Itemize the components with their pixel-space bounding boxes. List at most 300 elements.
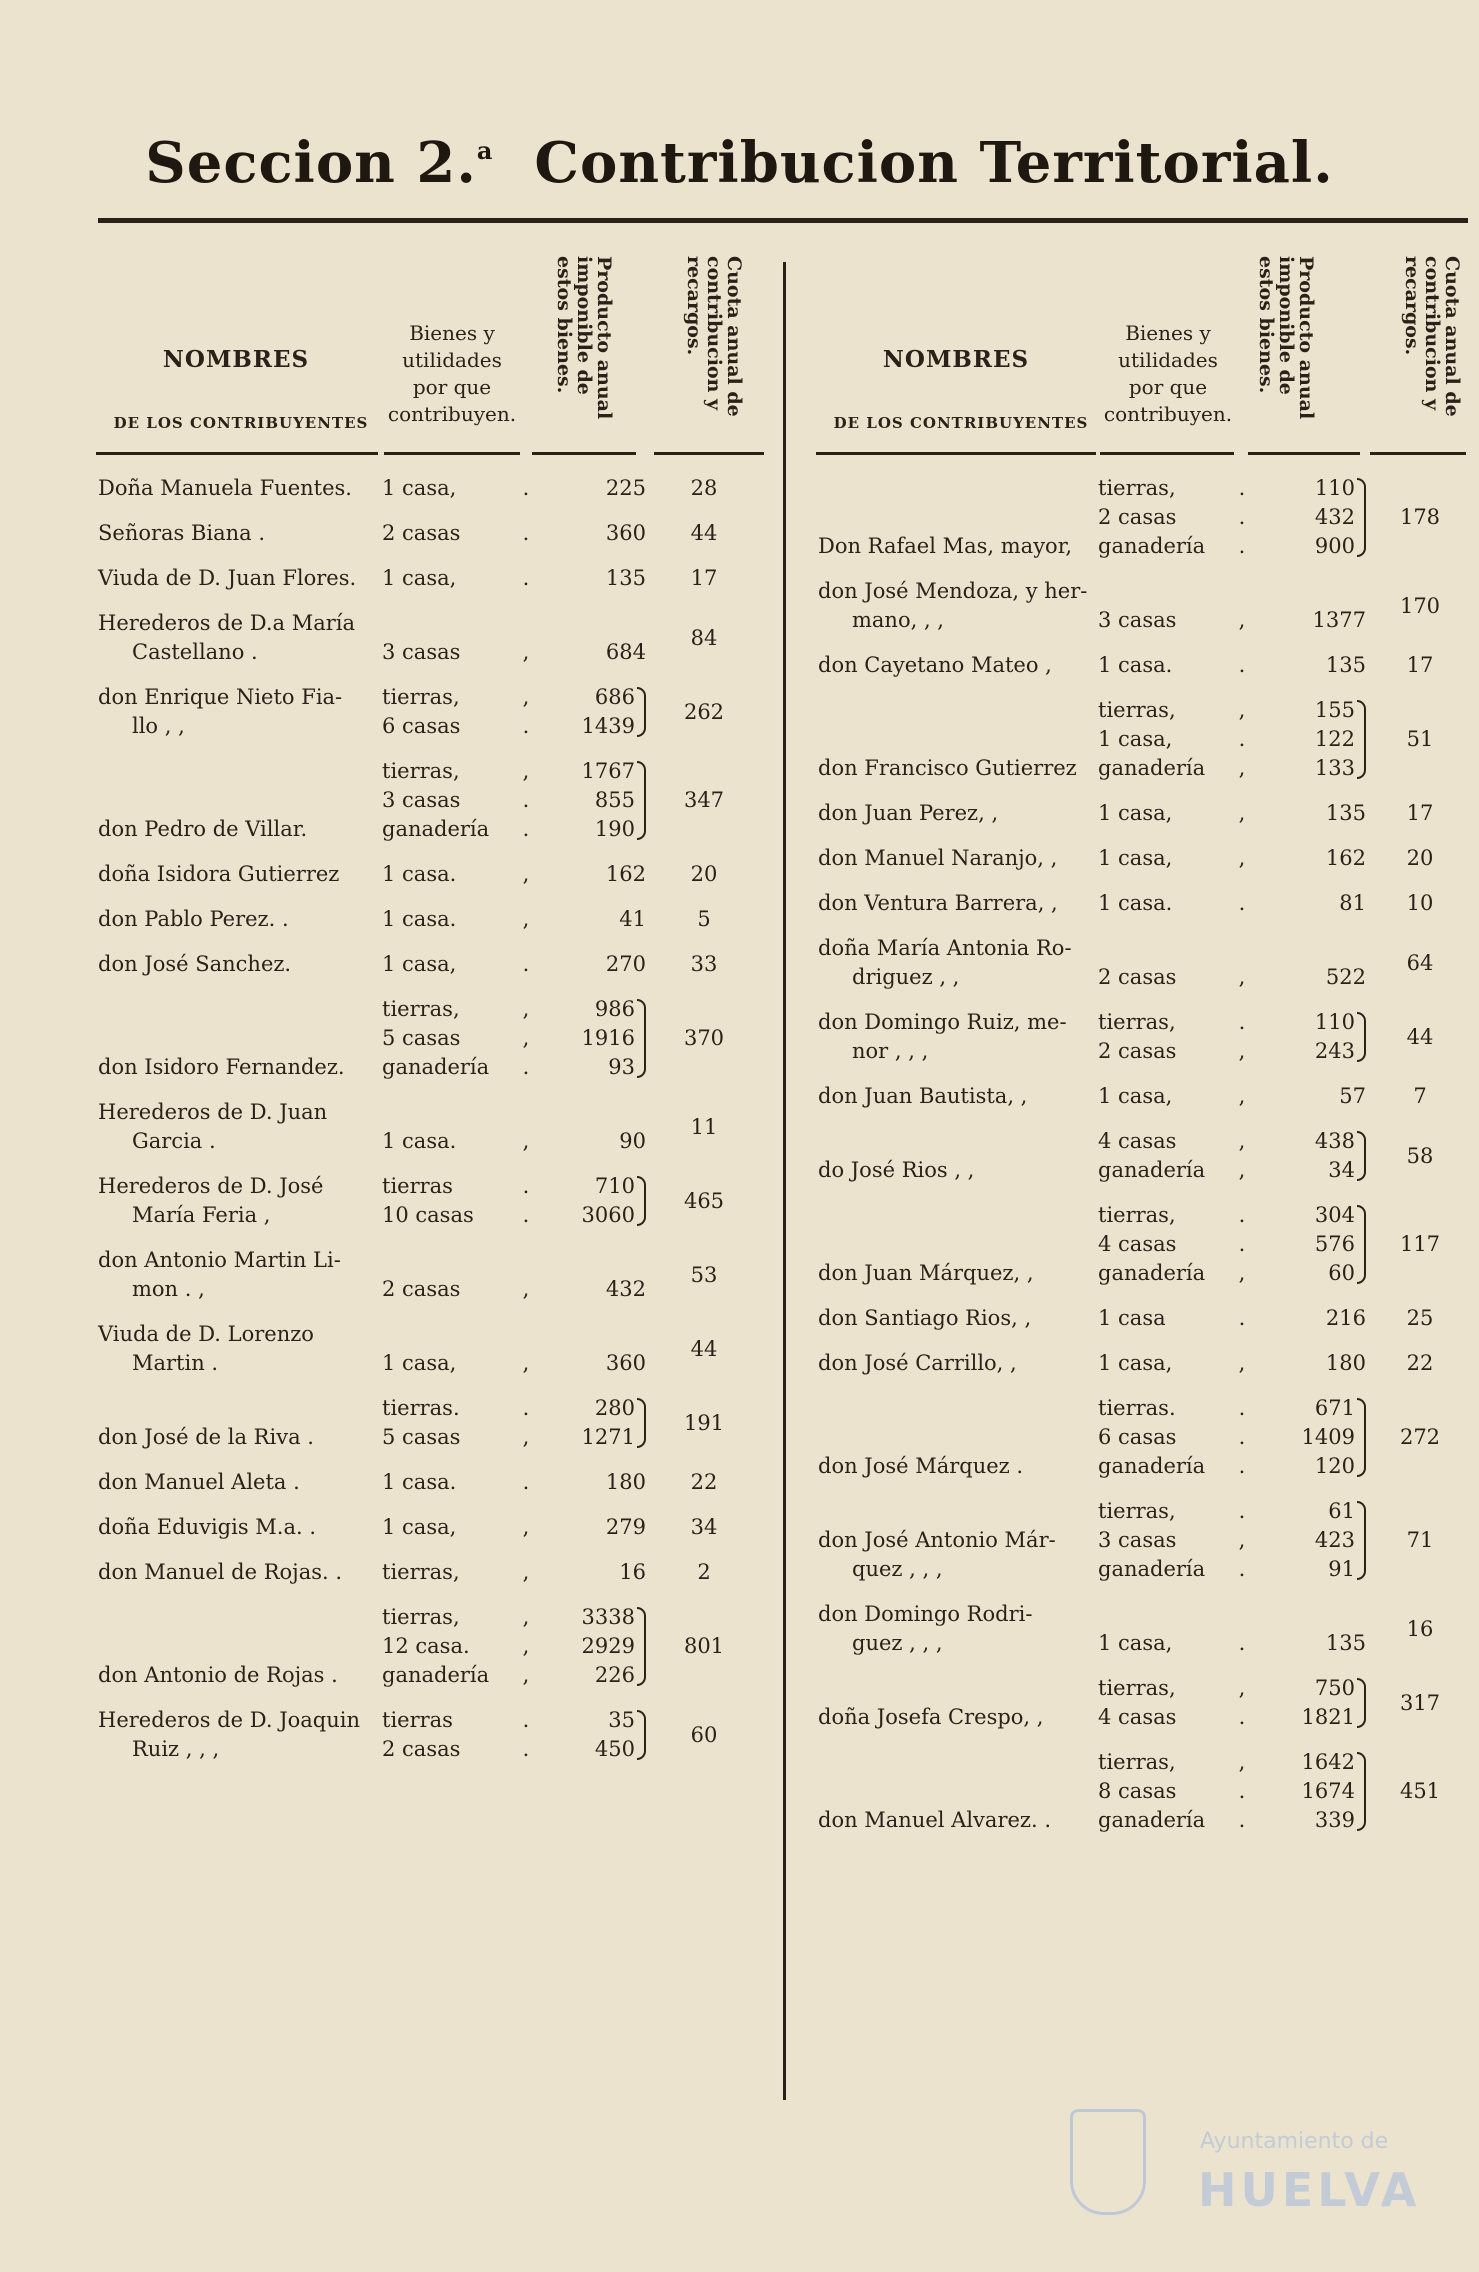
table-row	[96, 1320, 766, 1378]
property-list	[378, 474, 546, 503]
property-label: tierras	[382, 1708, 453, 1732]
value-stack	[1264, 1201, 1355, 1288]
property-item	[378, 786, 546, 815]
table-row	[816, 1008, 1466, 1066]
property-punct: ,	[522, 862, 530, 886]
cuota-value: 801	[683, 1634, 725, 1658]
producto-value: 60	[1328, 1261, 1355, 1285]
property-list	[378, 1127, 546, 1156]
value-bracket	[546, 1706, 646, 1764]
property-list	[378, 950, 546, 979]
property-list	[378, 1706, 546, 1764]
producto-value: 304	[1314, 1203, 1355, 1227]
property-label: 1 casa,	[1098, 727, 1173, 751]
table-row	[816, 799, 1466, 828]
property-item	[1094, 963, 1264, 992]
cuota-value: 17	[690, 566, 718, 590]
property-list	[1094, 474, 1264, 561]
header-bienes: Bienes y utilidades por que contribuyen.	[387, 321, 517, 426]
value-bracket	[1264, 1394, 1366, 1481]
name-line: María Feria ,	[132, 1203, 271, 1227]
header-nombres: NOMBRES	[882, 346, 1030, 373]
property-list	[1094, 844, 1264, 873]
property-label: tierras,	[1098, 1203, 1176, 1227]
producto-values	[546, 1275, 654, 1304]
cuota-value: 84	[690, 625, 718, 650]
property-item	[378, 860, 546, 889]
name-line: mon . ,	[132, 1277, 205, 1301]
property-label: ganadería	[1098, 1557, 1206, 1581]
property-label: 1 casa,	[1098, 801, 1173, 825]
table-row	[96, 519, 766, 548]
property-label: 5 casas	[382, 1026, 461, 1050]
property-list	[1094, 1748, 1264, 1835]
cuota-value: 60	[690, 1722, 718, 1747]
property-item	[1094, 1082, 1264, 1111]
contributor-name	[96, 1513, 378, 1542]
producto-value: 576	[1314, 1232, 1355, 1256]
property-punct: .	[522, 1737, 530, 1761]
property-list	[378, 1603, 546, 1690]
table-row	[96, 1246, 766, 1304]
property-item	[1094, 1201, 1264, 1230]
value-bracket	[1264, 1127, 1366, 1185]
table-row	[816, 1201, 1466, 1288]
producto-value: 216	[1325, 1306, 1366, 1330]
brace-mark	[637, 1398, 646, 1448]
property-label: 1 casa,	[1098, 1351, 1173, 1375]
producto-value: 34	[1328, 1158, 1355, 1182]
property-label: 12 casa.	[382, 1634, 470, 1658]
producto-values	[546, 1172, 654, 1230]
property-punct: .	[1238, 476, 1246, 500]
name-line: don Antonio de Rojas .	[98, 1663, 338, 1687]
property-punct: ,	[1238, 1158, 1246, 1182]
property-label: 6 casas	[382, 714, 461, 738]
column-divider	[783, 262, 786, 2100]
producto-values	[1264, 1008, 1374, 1066]
value-bracket	[546, 683, 646, 741]
producto-value: 2929	[581, 1634, 635, 1658]
table-row	[816, 1674, 1466, 1732]
cuota-value: 317	[1399, 1690, 1441, 1715]
property-punct: ,	[522, 1277, 530, 1301]
name-line: Viuda de D. Juan Flores.	[98, 566, 357, 590]
contributor-name	[96, 1706, 378, 1764]
producto-value: 41	[619, 907, 646, 931]
property-list	[1094, 889, 1264, 918]
property-punct: .	[1238, 1306, 1246, 1330]
producto-value: 180	[1325, 1351, 1366, 1375]
property-label: 2 casas	[1098, 965, 1177, 989]
property-item	[1094, 1703, 1264, 1732]
property-label: 1 casa,	[1098, 846, 1173, 870]
property-list	[1094, 1201, 1264, 1288]
property-item	[1094, 1230, 1264, 1259]
property-item	[378, 1603, 546, 1632]
property-punct: .	[522, 714, 530, 738]
name-line: Don Rafael Mas, mayor,	[818, 534, 1073, 558]
contributor-name	[96, 1661, 378, 1690]
property-list	[378, 1468, 546, 1497]
property-list	[378, 564, 546, 593]
producto-values	[546, 757, 654, 844]
cuota-value: 5	[697, 907, 711, 931]
left-entries	[96, 474, 766, 1780]
contributor-name	[816, 651, 1094, 680]
cuota-value: 11	[690, 1114, 718, 1139]
producto-value: 432	[605, 1277, 646, 1301]
property-list	[1094, 799, 1264, 828]
property-label: tierras,	[1098, 1676, 1176, 1700]
table-row	[96, 950, 766, 979]
property-label: tierras,	[382, 1605, 460, 1629]
value-bracket	[546, 1172, 646, 1230]
contributor-name	[96, 950, 378, 979]
property-list	[1094, 1349, 1264, 1378]
property-list	[1094, 1629, 1264, 1658]
header-nombres: NOMBRES	[162, 346, 310, 373]
cuota-value: 22	[690, 1470, 718, 1494]
producto-values	[1264, 1629, 1374, 1658]
contributor-name	[816, 934, 1094, 992]
property-item	[1094, 1156, 1264, 1185]
property-item	[378, 712, 546, 741]
contributor-name	[96, 905, 378, 934]
table-row	[96, 1394, 766, 1452]
property-punct: .	[1238, 891, 1246, 915]
property-item	[378, 519, 546, 548]
brace-mark	[637, 1710, 646, 1760]
property-punct: .	[1238, 505, 1246, 529]
value-bracket	[546, 995, 646, 1082]
producto-value: 1642	[1301, 1750, 1355, 1774]
producto-values	[546, 950, 654, 979]
table-row	[816, 651, 1466, 680]
table-row	[816, 934, 1466, 992]
name-line: driguez , ,	[852, 965, 960, 989]
property-list	[1094, 1674, 1264, 1732]
property-punct: ,	[522, 907, 530, 931]
property-item	[378, 1127, 546, 1156]
producto-value: 135	[1325, 653, 1366, 677]
name-line: Castellano .	[132, 640, 258, 664]
property-item	[378, 683, 546, 712]
property-label: 10 casas	[382, 1203, 474, 1227]
table-row	[96, 995, 766, 1082]
producto-value: 522	[1325, 965, 1366, 989]
property-item	[1094, 1497, 1264, 1526]
property-label: ganadería	[1098, 756, 1206, 780]
property-item	[378, 1394, 546, 1423]
name-line: don José Antonio Már-	[818, 1528, 1056, 1552]
value-stack	[546, 995, 635, 1082]
name-line: don José Márquez .	[818, 1454, 1024, 1478]
cuota-value: 64	[1406, 950, 1434, 975]
property-label: tierras,	[382, 759, 460, 783]
producto-value: 61	[1328, 1499, 1355, 1523]
producto-values	[1264, 1201, 1374, 1288]
property-punct: .	[522, 521, 530, 545]
property-punct: ,	[1238, 1039, 1246, 1063]
property-punct: .	[522, 1203, 530, 1227]
cuota-value: 44	[690, 521, 718, 545]
name-line: doña Eduvigis M.a. .	[98, 1515, 317, 1539]
cuota-value: 191	[683, 1410, 725, 1435]
contributor-name	[96, 1558, 378, 1587]
producto-value: 339	[1314, 1808, 1355, 1832]
producto-values	[1264, 889, 1374, 918]
producto-value: 438	[1314, 1129, 1355, 1153]
name-line: doña María Antonia Ro-	[818, 936, 1072, 960]
table-row	[96, 860, 766, 889]
property-label: 4 casas	[1098, 1129, 1177, 1153]
property-label: tierras,	[1098, 476, 1176, 500]
property-item	[378, 1349, 546, 1378]
property-punct: ,	[1238, 1676, 1246, 1700]
property-label: 1 casa.	[1098, 653, 1173, 677]
table-row	[96, 1706, 766, 1764]
property-item	[378, 1468, 546, 1497]
table-row	[96, 1603, 766, 1690]
property-punct: .	[522, 476, 530, 500]
brace-mark	[637, 999, 646, 1078]
property-label: tierras,	[382, 1560, 460, 1584]
property-punct: .	[522, 1396, 530, 1420]
table-row	[816, 474, 1466, 561]
property-item	[1094, 606, 1264, 635]
contributor-name	[816, 1703, 1094, 1732]
property-list	[1094, 1008, 1264, 1066]
cuota-value: 370	[683, 1026, 725, 1050]
property-item	[378, 474, 546, 503]
table-row	[96, 1513, 766, 1542]
producto-values	[1264, 606, 1374, 635]
producto-value: 710	[594, 1174, 635, 1198]
property-label: tierras,	[382, 685, 460, 709]
property-punct: ,	[1238, 1129, 1246, 1153]
cuota-value: 17	[1406, 653, 1434, 677]
property-list	[378, 995, 546, 1082]
producto-value: 450	[594, 1737, 635, 1761]
name-line: Viuda de D. Lorenzo	[98, 1322, 314, 1346]
property-list	[378, 1558, 546, 1587]
property-punct: .	[522, 817, 530, 841]
contributor-name	[816, 844, 1094, 873]
cuota-value: 451	[1399, 1779, 1441, 1803]
name-line: don Manuel Naranjo, ,	[818, 846, 1058, 870]
property-label: 1 casa	[1098, 1306, 1166, 1330]
property-list	[1094, 1497, 1264, 1584]
producto-values	[546, 905, 654, 934]
name-line: don José Carrillo, ,	[818, 1351, 1017, 1375]
producto-values	[1264, 1127, 1374, 1185]
property-item	[1094, 844, 1264, 873]
property-punct: ,	[1238, 846, 1246, 870]
property-label: 2 casas	[382, 1737, 461, 1761]
property-label: ganadería	[1098, 1454, 1206, 1478]
contributor-name	[96, 815, 378, 844]
property-punct: .	[1238, 1425, 1246, 1449]
name-line: doña Isidora Gutierrez	[98, 862, 340, 886]
property-punct: .	[522, 1055, 530, 1079]
producto-value: 226	[594, 1663, 635, 1687]
value-bracket	[546, 1394, 646, 1452]
producto-value: 93	[608, 1055, 635, 1079]
property-punct: ,	[522, 1425, 530, 1449]
header-producto: Producto anual imponible de estos bienes.	[553, 256, 615, 420]
property-list	[378, 638, 546, 667]
property-item	[1094, 725, 1264, 754]
property-punct: ,	[522, 1515, 530, 1539]
producto-value: 133	[1314, 756, 1355, 780]
value-stack	[1264, 1497, 1355, 1584]
property-item	[378, 638, 546, 667]
producto-value: 243	[1314, 1039, 1355, 1063]
producto-values	[546, 1558, 654, 1587]
producto-value: 360	[605, 521, 646, 545]
property-item	[1094, 1304, 1264, 1333]
brace-mark	[1357, 1678, 1366, 1728]
property-punct: .	[1238, 1808, 1246, 1832]
cuota-value: 44	[690, 1336, 718, 1361]
property-label: 3 casas	[382, 788, 461, 812]
property-punct: .	[1238, 1705, 1246, 1729]
producto-value: 1377	[1312, 608, 1366, 632]
name-line: don Cayetano Mateo ,	[818, 653, 1052, 677]
property-punct: ,	[522, 1129, 530, 1153]
property-punct: ,	[1238, 1750, 1246, 1774]
producto-value: 432	[1314, 505, 1355, 529]
table-row	[96, 1172, 766, 1230]
property-item	[1094, 754, 1264, 783]
name-line: Doña Manuela Fuentes.	[98, 476, 352, 500]
brace-mark	[1357, 1012, 1366, 1062]
property-punct: .	[522, 1174, 530, 1198]
property-punct: .	[1238, 727, 1246, 751]
property-label: tierras,	[1098, 1750, 1176, 1774]
contributor-name	[96, 609, 378, 667]
property-item	[1094, 1423, 1264, 1452]
property-list	[378, 860, 546, 889]
property-punct: ,	[522, 1026, 530, 1050]
property-item	[1094, 532, 1264, 561]
contributor-name	[816, 1349, 1094, 1378]
table-row	[816, 1349, 1466, 1378]
name-line: quez , , ,	[852, 1557, 943, 1581]
contributor-name	[816, 1526, 1094, 1584]
property-punct: .	[1238, 534, 1246, 558]
property-punct: .	[522, 1708, 530, 1732]
producto-value: 3338	[581, 1605, 635, 1629]
property-punct: ,	[1238, 756, 1246, 780]
property-punct: ,	[1238, 1261, 1246, 1285]
property-label: 1 casa,	[382, 1515, 457, 1539]
table-row	[816, 696, 1466, 783]
cuota-value: 10	[1406, 891, 1434, 915]
name-line: don Antonio Martin Li-	[98, 1248, 341, 1272]
name-line: don José de la Riva .	[98, 1425, 314, 1449]
producto-values	[546, 1127, 654, 1156]
producto-value: 90	[619, 1129, 646, 1153]
value-stack	[546, 1172, 635, 1230]
property-item	[378, 564, 546, 593]
property-punct: .	[522, 1470, 530, 1494]
property-list	[1094, 963, 1264, 992]
property-label: 1 casa.	[382, 1129, 457, 1153]
name-line: don Pablo Perez. .	[98, 907, 289, 931]
property-item	[1094, 696, 1264, 725]
value-stack	[1264, 696, 1355, 783]
property-list	[378, 1172, 546, 1230]
cuota-value: 22	[1406, 1351, 1434, 1375]
property-item	[1094, 1259, 1264, 1288]
property-punct: .	[1238, 1232, 1246, 1256]
value-stack	[546, 1603, 635, 1690]
table-row	[816, 1304, 1466, 1333]
value-bracket	[1264, 1008, 1366, 1066]
property-item	[1094, 1674, 1264, 1703]
producto-value: 110	[1314, 1010, 1355, 1034]
property-item	[378, 950, 546, 979]
table-row	[96, 683, 766, 741]
producto-value: 750	[1314, 1676, 1355, 1700]
property-list	[1094, 1394, 1264, 1481]
producto-value: 986	[594, 997, 635, 1021]
property-label: 1 casa,	[1098, 1631, 1173, 1655]
property-punct: .	[522, 566, 530, 590]
contributor-name	[816, 1600, 1094, 1658]
contributor-name	[816, 532, 1094, 561]
name-line: Garcia .	[132, 1129, 216, 1153]
header-contribuyentes: DE LOS CONTRIBUYENTES	[113, 414, 369, 432]
producto-values	[546, 683, 654, 741]
name-line: doña Josefa Crespo, ,	[818, 1705, 1044, 1729]
property-list	[1094, 1082, 1264, 1111]
property-label: 1 casa,	[382, 1351, 457, 1375]
producto-value: 81	[1339, 891, 1366, 915]
contributor-name	[816, 754, 1094, 783]
table-row	[96, 757, 766, 844]
property-item	[1094, 889, 1264, 918]
producto-value: 16	[619, 1560, 646, 1584]
brace-mark	[1357, 1398, 1366, 1477]
table-row	[816, 889, 1466, 918]
brace-mark	[1357, 1752, 1366, 1831]
cuota-value: 347	[683, 788, 725, 812]
name-line: Ruiz , , ,	[132, 1737, 220, 1761]
producto-values	[546, 1394, 654, 1452]
property-item	[378, 1201, 546, 1230]
contributor-name	[96, 564, 378, 593]
value-stack	[1264, 1674, 1355, 1732]
cuota-value: 16	[1406, 1616, 1434, 1641]
producto-value: 135	[1325, 801, 1366, 825]
property-label: 1 casa,	[1098, 1084, 1173, 1108]
property-label: tierras	[382, 1174, 453, 1198]
property-label: tierras,	[1098, 1499, 1176, 1523]
property-punct: ,	[522, 1351, 530, 1375]
cuota-value: 272	[1399, 1425, 1441, 1449]
contributor-name	[816, 1806, 1094, 1835]
table-row	[96, 1558, 766, 1587]
property-list	[378, 1349, 546, 1378]
property-label: 4 casas	[1098, 1232, 1177, 1256]
property-item	[1094, 1526, 1264, 1555]
property-item	[378, 1275, 546, 1304]
property-label: ganadería	[1098, 534, 1206, 558]
value-bracket	[1264, 1674, 1366, 1732]
